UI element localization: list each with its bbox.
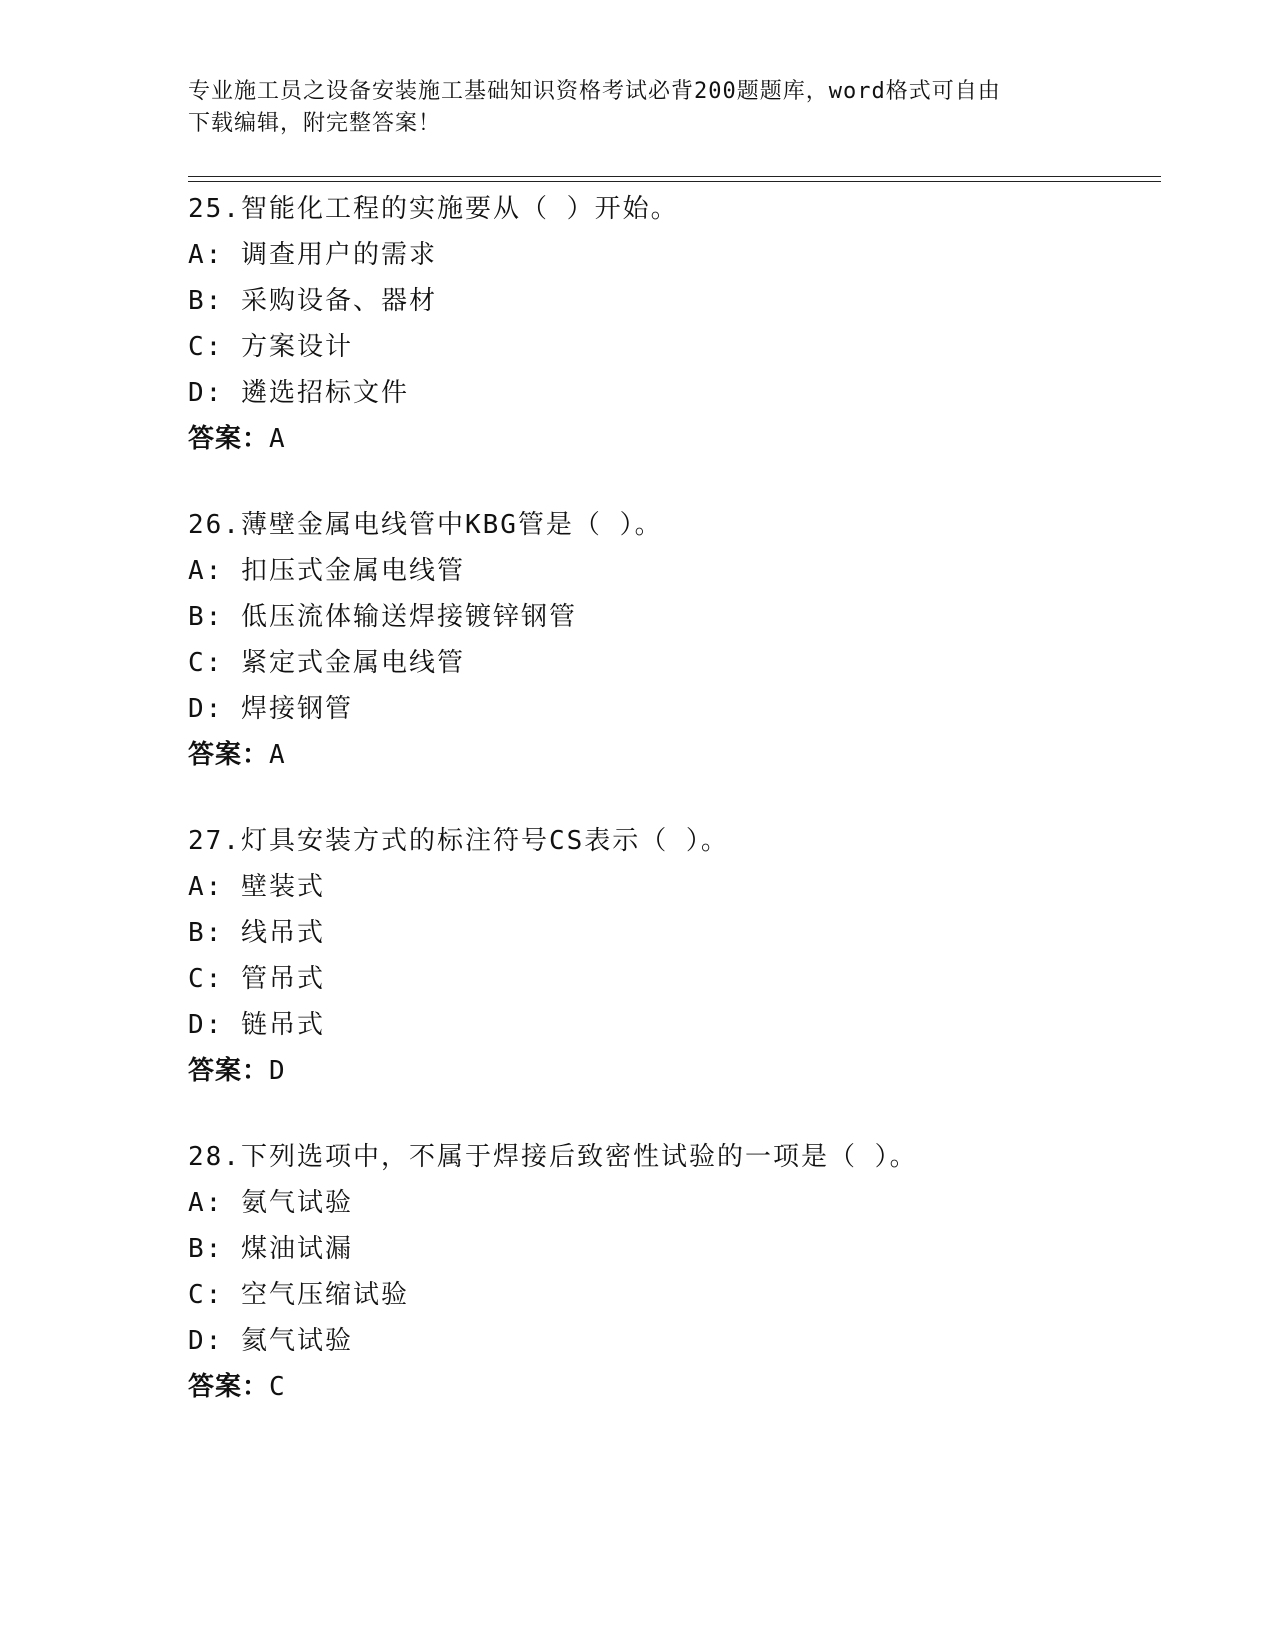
answer-line	[188, 416, 1168, 462]
question-stem: 27.灯具安装方式的标注符号CS表示（ ）。	[188, 826, 729, 856]
question-stem: 25.智能化工程的实施要从（ ）开始。	[188, 194, 679, 224]
question-block	[188, 818, 1168, 1094]
option-d: D: 链吊式	[188, 1010, 325, 1040]
answer-line	[188, 1048, 1168, 1094]
answer-value: C	[269, 1372, 286, 1402]
header-line-1: 专业施工员之设备安装施工基础知识资格考试必背200题题库，word格式可自由	[188, 79, 1001, 104]
question-stem: 28.下列选项中，不属于焊接后致密性试验的一项是（ ）。	[188, 1142, 918, 1172]
question-block	[188, 502, 1168, 778]
answer-line	[188, 732, 1168, 778]
header-line-2: 下载编辑，附完整答案！	[188, 111, 442, 136]
option-c: C: 空气压缩试验	[188, 1280, 409, 1310]
document-header	[188, 76, 1088, 140]
option-d: D: 遴选招标文件	[188, 378, 409, 408]
option-a: A: 氨气试验	[188, 1188, 353, 1218]
option-c: C: 管吊式	[188, 964, 325, 994]
header-divider	[188, 176, 1161, 182]
answer-label: 答案：	[188, 740, 270, 770]
question-stem: 26.薄壁金属电线管中KBG管是（ ）。	[188, 510, 663, 540]
option-a: A: 壁装式	[188, 872, 325, 902]
option-c: C: 方案设计	[188, 332, 353, 362]
option-a: A: 调查用户的需求	[188, 240, 437, 270]
answer-value: D	[269, 1056, 286, 1086]
option-c: C: 紧定式金属电线管	[188, 648, 465, 678]
option-b: B: 低压流体输送焊接镀锌钢管	[188, 602, 577, 632]
option-a: A: 扣压式金属电线管	[188, 556, 465, 586]
option-b: B: 煤油试漏	[188, 1234, 353, 1264]
answer-line	[188, 1364, 1168, 1410]
option-b: B: 采购设备、器材	[188, 286, 437, 316]
question-block	[188, 186, 1168, 462]
answer-label: 答案：	[188, 1372, 270, 1402]
answer-value: A	[269, 740, 286, 770]
option-d: D: 焊接钢管	[188, 694, 353, 724]
answer-label: 答案：	[188, 1056, 270, 1086]
option-b: B: 线吊式	[188, 918, 325, 948]
option-d: D: 氦气试验	[188, 1326, 353, 1356]
answer-label: 答案：	[188, 424, 270, 454]
answer-value: A	[269, 424, 286, 454]
question-block	[188, 1134, 1168, 1410]
